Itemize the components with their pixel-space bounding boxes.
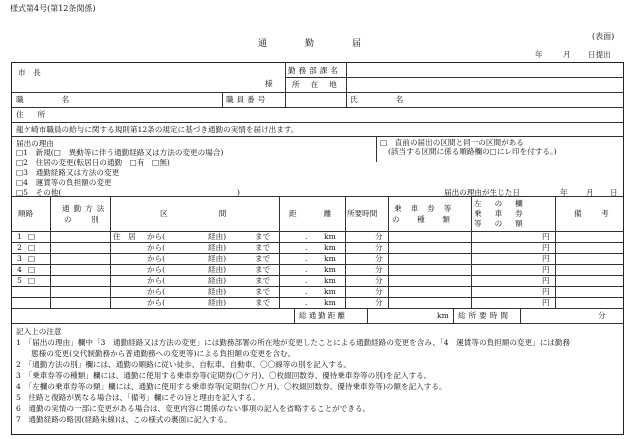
submit-month: 月: [563, 50, 571, 59]
address-label: 住所: [16, 110, 60, 119]
row-distance-dot: .: [305, 243, 308, 252]
declaration-text: 龍ケ崎市職員の給与に関する規則第12条の規定に基づき通勤の実情を届け出ます。: [16, 125, 299, 134]
note-5: 5 往路と復路が異なる場合は、「備考」欄にその旨と理由を記入する。: [16, 393, 261, 402]
submit-year: 年: [535, 50, 543, 59]
row-number: 5: [17, 276, 22, 285]
row-fare-unit: 円: [542, 265, 550, 274]
row-distance-dot: .: [305, 265, 308, 274]
row-time-unit: 分: [375, 298, 383, 307]
total-time-unit: 分: [598, 311, 606, 320]
row-fare-unit: 円: [542, 287, 550, 296]
row-time-unit: 分: [375, 287, 383, 296]
row-to: まで: [255, 232, 271, 241]
reason-item-3[interactable]: □3 通勤経路又は方法の変更: [16, 168, 120, 177]
reason-item-5[interactable]: □5 その他(: [16, 188, 62, 197]
row-distance-unit: km: [324, 232, 336, 241]
row-distance-dot: .: [305, 254, 308, 263]
distance-header: 距 離: [289, 209, 336, 218]
reason-heading: 届出の理由: [16, 139, 54, 148]
method-header-line1: 通勤方法: [62, 204, 109, 213]
row-via: 経由): [208, 287, 227, 296]
row-from: から(: [147, 276, 166, 285]
location-label: 所在地: [292, 80, 348, 89]
row-distance-unit: km: [324, 276, 336, 285]
row-number: 2: [17, 243, 22, 252]
row-via: 経由): [208, 298, 227, 307]
staff-number-label: 職員番号: [226, 95, 269, 104]
method-header-line2: の 別: [64, 215, 105, 224]
row-to: まで: [255, 254, 271, 263]
row-time-unit: 分: [375, 276, 383, 285]
department-field[interactable]: [350, 66, 622, 76]
same-route-note: (該当する区間に係る順路欄の□にレ印を付する。): [388, 147, 557, 156]
time-header: 所要時間: [347, 209, 378, 218]
submit-day: 日提出: [588, 50, 611, 59]
row-via: 経由): [208, 276, 227, 285]
ticket-header-line2: の 種 類: [392, 215, 455, 224]
job-title-label: 職名: [16, 95, 108, 104]
row-to: まで: [255, 243, 271, 252]
row-via: 経由): [208, 254, 227, 263]
row-from: から(: [147, 243, 166, 252]
notes-header: 備 考: [574, 209, 615, 218]
department-label: 勤務部課名: [288, 66, 341, 75]
row-distance-dot: .: [305, 232, 308, 241]
row-fare-unit: 円: [542, 232, 550, 241]
note-7: 7 通勤経路の略図(経路朱線)は、この様式の裏面に記入する。: [16, 415, 232, 424]
reason-item-2[interactable]: □2 住居の変更(転居日の通勤 □有 □無): [16, 158, 170, 167]
reason-item-1[interactable]: □1 新規(□ 異動等に伴う通勤経路又は方法の変更の場合): [16, 148, 224, 157]
row-distance-unit: km: [324, 287, 336, 296]
note-2: 2 「通勤方法の別」欄には、通勤の順路に従い徒歩、自転車、自動車、〇〇線等の別を記入する。: [16, 360, 352, 369]
row-time-unit: 分: [375, 254, 383, 263]
row-number: 4: [17, 265, 22, 274]
ticket-header-line1: 乗車券等: [394, 204, 461, 213]
total-time-label: 総所要時間: [458, 311, 511, 320]
row-from: から(: [147, 298, 166, 307]
row-distance-dot: .: [305, 276, 308, 285]
route-header: 順路: [18, 209, 34, 218]
fare-header-line2: 乗車券: [474, 209, 536, 218]
location-field[interactable]: [350, 80, 622, 90]
row-fare-unit: 円: [542, 254, 550, 263]
note-4: 4 「左欄の乗車券等の額」欄には、通勤に使用する乗車券等(定期券(〇ケ月)、〇枚綴回数券、優待乗車券等)の額を記入する。: [16, 382, 447, 391]
fare-header-line1: 左の欄: [474, 199, 536, 208]
row-number: 3: [17, 254, 22, 263]
row-distance-unit: km: [324, 243, 336, 252]
note-3: 3 「乗車券等の種類」欄には、通勤に使用する乗車券等(定期券(〇ケ月)、〇枚綴回数券、優待乗車券等の別)を記入する。: [16, 371, 432, 380]
row-time-unit: 分: [375, 232, 383, 241]
row-route-checkbox[interactable]: □: [28, 276, 36, 285]
effective-year: 年: [560, 188, 568, 197]
effective-day: 日: [610, 188, 618, 197]
row-to: まで: [255, 276, 271, 285]
row-distance-unit: km: [324, 254, 336, 263]
effective-date-label: 届出の理由が生じた日: [444, 188, 520, 197]
row-route-checkbox[interactable]: □: [28, 254, 36, 263]
notes-heading: 記入上の注意: [16, 327, 62, 336]
note-6: 6 通勤の実情の一部に変更がある場合は、変更内容に関係のない事項の記入を省略することができる。: [16, 404, 371, 413]
row-route-checkbox[interactable]: □: [28, 265, 36, 274]
row-number: 1: [17, 232, 22, 241]
fare-header-line3: 等の額: [474, 219, 536, 228]
row-route-checkbox[interactable]: □: [28, 243, 36, 252]
row-fare-unit: 円: [542, 276, 550, 285]
front-side-label: (表面): [592, 32, 615, 41]
row-route-checkbox[interactable]: □: [28, 232, 36, 241]
note-1-cont: 態様の変更(交代制勤務から普通勤務への変更等)による負担額の変更を含む。: [16, 349, 296, 358]
form-frame: [11, 62, 624, 435]
row-distance-dot: .: [305, 287, 308, 296]
name-label: 氏名: [350, 95, 442, 104]
address-field[interactable]: [72, 110, 620, 120]
total-distance-unit: km: [437, 311, 449, 320]
reason-other-close: ): [237, 188, 240, 197]
total-distance-label: 総通勤距離: [299, 311, 347, 320]
row-distance-unit: km: [324, 265, 336, 274]
row-distance-unit: km: [324, 298, 336, 307]
addressee-suffix: 様: [265, 79, 273, 88]
reason-item-4[interactable]: □4 運賃等の負担額の変更: [16, 178, 112, 187]
row-via: 経由): [208, 232, 227, 241]
row-to: まで: [255, 287, 271, 296]
note-1: 1 「届出の理由」欄中「3 通勤経路又は方法の変更」には勤務部署の所在地が変更したことによる通勤経路の変更を含み、「4 運賃等の負担額の変更」には勤務: [16, 338, 571, 347]
row-start-point: 住 居: [113, 232, 136, 241]
row-from: から(: [147, 232, 166, 241]
row-to: まで: [255, 265, 271, 274]
row-via: 経由): [208, 265, 227, 274]
row-fare-unit: 円: [542, 298, 550, 307]
row-time-unit: 分: [375, 265, 383, 274]
form-number: 様式第4号(第12条関係): [10, 4, 96, 13]
row-fare-unit: 円: [542, 243, 550, 252]
row-from: から(: [147, 254, 166, 263]
same-route-checkbox[interactable]: □ 直前の届出の区間と同一の区間がある: [380, 138, 524, 147]
row-time-unit: 分: [375, 243, 383, 252]
effective-month: 月: [586, 188, 594, 197]
form-title: 通勤届: [258, 39, 400, 49]
row-distance-dot: .: [305, 298, 308, 307]
row-from: から(: [147, 265, 166, 274]
addressee-label: 市 長: [18, 68, 41, 77]
row-via: 経由): [208, 243, 227, 252]
row-to: まで: [255, 298, 271, 307]
row-from: から(: [147, 287, 166, 296]
section-header: 区 間: [160, 209, 239, 218]
